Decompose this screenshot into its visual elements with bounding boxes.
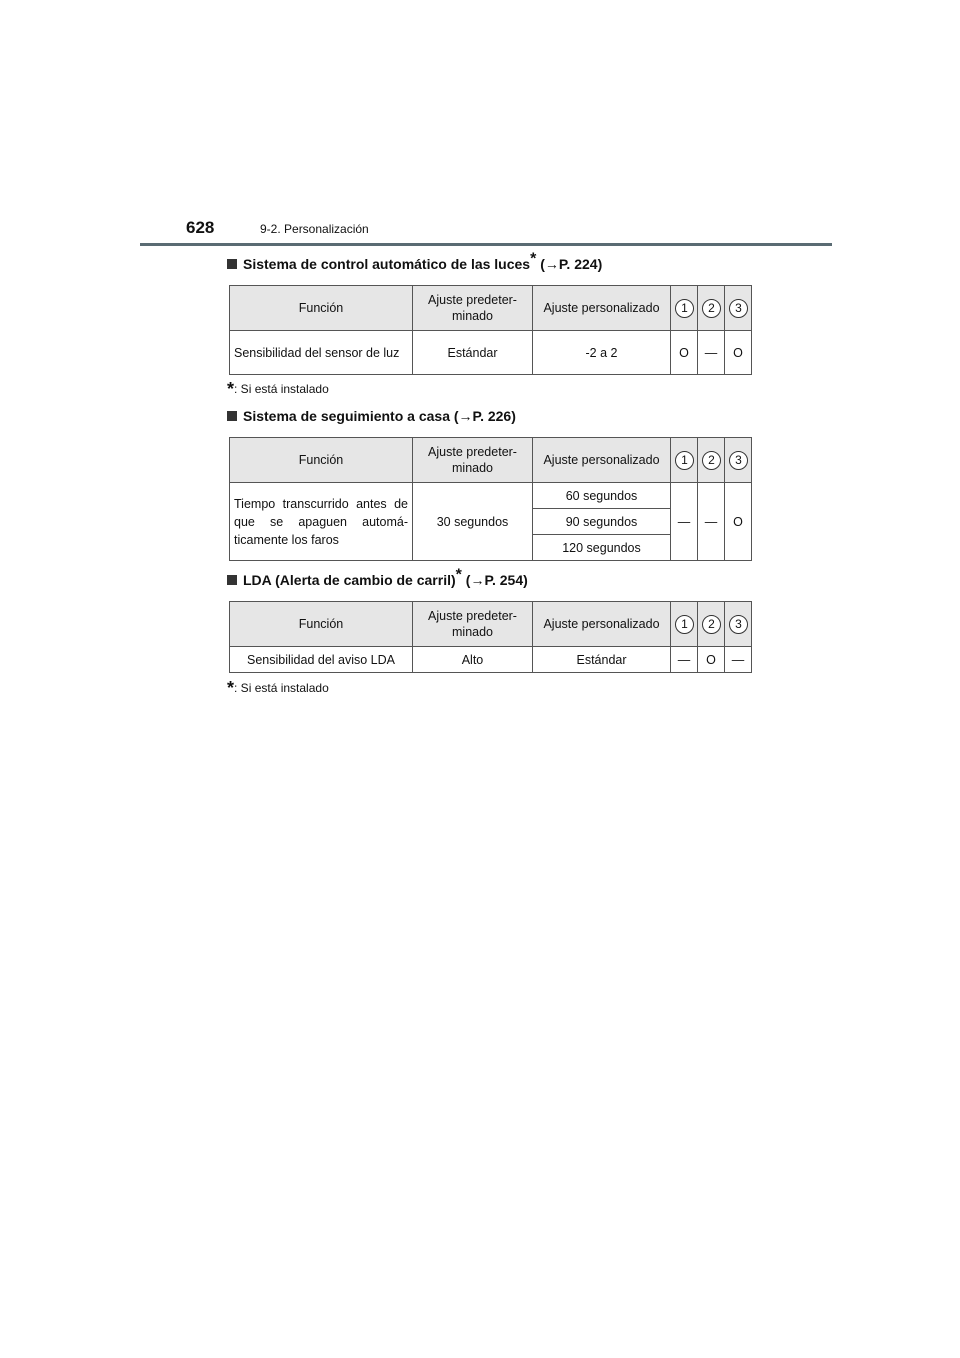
cell-default: Alto	[413, 647, 533, 673]
cell-c1: —	[671, 647, 698, 673]
header-col2: 2	[698, 438, 725, 483]
cell-c3: O	[725, 483, 752, 561]
footnote-2: *: Si está instalado	[227, 678, 329, 698]
cell-c1: —	[671, 483, 698, 561]
header-col2: 2	[698, 602, 725, 647]
square-bullet-icon	[227, 411, 237, 421]
lda-table	[229, 601, 752, 673]
cell-c1: O	[671, 331, 698, 375]
header-rule	[140, 243, 832, 246]
cell-custom-option: 60 segundos	[533, 483, 671, 509]
header-default: Ajuste predeter- minado	[413, 286, 533, 331]
header-col3: 3	[725, 602, 752, 647]
header-function: Función	[230, 602, 413, 647]
cell-function: Sensibilidad del sensor de luz	[230, 331, 413, 375]
cell-c2: —	[698, 483, 725, 561]
page-number: 628	[186, 218, 215, 237]
cell-custom: -2 a 2	[533, 331, 671, 375]
cell-default: Estándar	[413, 331, 533, 375]
header-default: Ajuste predeter- minado	[413, 602, 533, 647]
header-col2: 2	[698, 286, 725, 331]
header-col3: 3	[725, 438, 752, 483]
square-bullet-icon	[227, 259, 237, 269]
cell-c2: O	[698, 647, 725, 673]
cell-c2: —	[698, 331, 725, 375]
header-function: Función	[230, 438, 413, 483]
cell-custom-option: 90 segundos	[533, 509, 671, 535]
header-col1: 1	[671, 286, 698, 331]
header-col3: 3	[725, 286, 752, 331]
header-custom: Ajuste personalizado	[533, 602, 671, 647]
header-custom: Ajuste personalizado	[533, 286, 671, 331]
cell-c3: O	[725, 331, 752, 375]
cell-custom-option: 120 segundos	[533, 535, 671, 561]
cell-c3: —	[725, 647, 752, 673]
header-col1: 1	[671, 438, 698, 483]
cell-custom: Estándar	[533, 647, 671, 673]
cell-function: Tiempo transcurrido antes de que se apaguen automá-ticamente los faros	[230, 483, 413, 561]
cell-function: Sensibilidad del aviso LDA	[230, 647, 413, 673]
follow-me-home-table	[229, 437, 752, 561]
cell-default: 30 segundos	[413, 483, 533, 561]
footnote-1: *: Si está instalado	[227, 379, 329, 399]
square-bullet-icon	[227, 575, 237, 585]
section-heading-lda: LDA (Alerta de cambio de carril)* (→P. 254)	[227, 572, 528, 588]
header-custom: Ajuste personalizado	[533, 438, 671, 483]
header-col1: 1	[671, 602, 698, 647]
header-default: Ajuste predeter- minado	[413, 438, 533, 483]
chapter-title: 9-2. Personalización	[260, 222, 369, 236]
section-heading-follow-me-home: Sistema de seguimiento a casa (→P. 226)	[227, 408, 516, 424]
auto-lights-table	[229, 285, 752, 375]
section-heading-auto-lights: Sistema de control automático de las luces* (→P. 224)	[227, 256, 602, 272]
header-function: Función	[230, 286, 413, 331]
